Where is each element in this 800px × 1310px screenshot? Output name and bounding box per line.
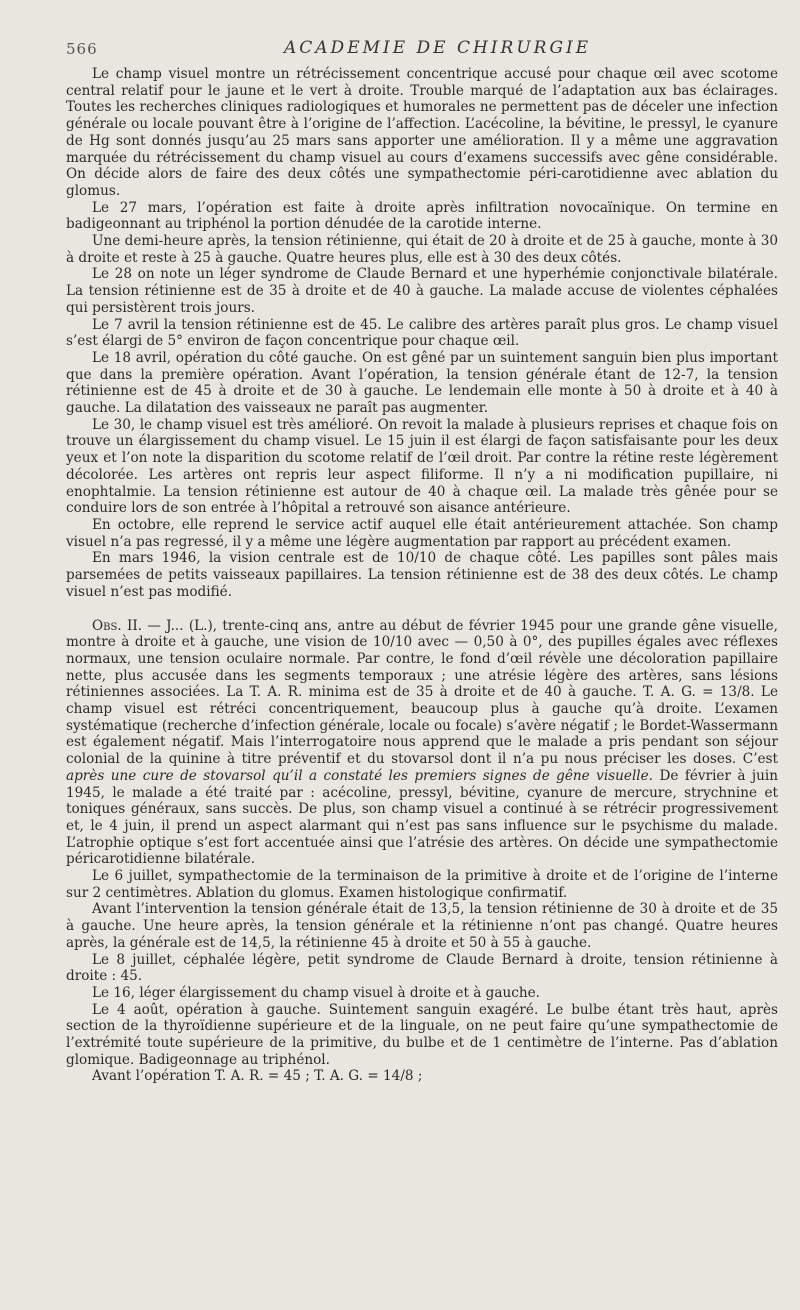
paragraph: Le 28 on note un léger syndrome de Claude Bernard et une hyperhémie conjonctivale bilatérale. La tension rétinienne est de 35 à droite et de 40 à gauche. La malade accuse de violentes céphalées qui persistèrent trois jours. [66,266,778,316]
observation-intro-paragraph [66,618,778,869]
observation-rest-text: De février à juin 1945, le malade a été traité par : acécoline, pressyl, bévitine, cyanure de mercure, strychnine et toniques généraux, sans succès. De plus, son champ visuel a continué à se rétrécir progressivement et, le 4 juin, il prend un aspect alarmant qui n’est pas sans influence sur le psychisme du malade. L’atrophie optique s’est fort accentuée ainsi que l’atrésie des artères. On décide une sympathectomie péricarotidienne bilatérale. [66,767,778,868]
observation-intro-text: — J... (L.), trente-cinq ans, antre au début de février 1945 pour une grande gêne visuelle, montre à droite et à gauche, une vision de 10/10 avec — 0,50 à 0°, des pupilles égales avec réflexes normaux, une tension oculaire normale. Par contre, le fond d’œil révèle une décoloration papillaire nette, plus accusée dans les segments temporaux ; une atrésie légère des artères, sans lésions rétiniennes associées. La T. A. R. minima est de 35 à droite et de 40 à gauche. T. A. G. = 13/8. Le champ visuel est rétréci concentriquement, beaucoup plus à gauche qu’à droite. L’examen systématique (recherche d’infection générale, locale ou focale) s’avère négatif ; le Bordet-Wassermann est également négatif. Mais l’interrogatoire nous apprend que le malade a pris pendant son séjour colonial de la quinine à titre préventif et du stovarsol dont il n’a pu nous préciser les doses. C’est [66,617,778,768]
paragraph: Le 16, léger élargissement du champ visuel à droite et à gauche. [92,984,540,1001]
paragraph: En octobre, elle reprend le service actif auquel elle était antérieurement attachée. Son champ visuel n’a pas regressé, il y a même une légère augmentation par rapport au précédent examen. [66,516,778,550]
paragraph: Avant l’intervention la tension générale était de 13,5, la tension rétinienne de 30 à droite et de 35 à gauche. Une heure après, la tension générale et la rétinienne n’ont pas changé. Quatre heures après, la générale est de 14,5, la rétinienne 45 à droite et 50 à 55 à gauche. [66,901,778,951]
paragraph: Une demi-heure après, la tension rétinienne, qui était de 20 à droite et de 25 à gauche, monte à 30 à droite et reste à 25 à gauche. Quatre heures plus, elle est à 30 des deux côtés. [66,233,778,266]
paragraph: Le 8 juillet, céphalée légère, petit syndrome de Claude Bernard à droite, tension rétinienne à droite : 45. [66,951,778,985]
paragraph: Le 27 mars, l’opération est faite à droite après infiltration novocaïnique. On termine en badigeonnant au triphénol la portion dénudée de la carotide interne. [66,199,778,233]
observation-label: Obs. II. [92,617,143,634]
observation-italic-text: après une cure de stovarsol qu’il a constaté les premiers signes de gêne visuelle. [66,767,654,784]
observation-one-continued [66,66,778,601]
paragraph: Le champ visuel montre un rétrécissement concentrique accusé pour chaque œil avec scotome central relatif pour le jaune et le vert à droite. Trouble marqué de l’adaptation aux bas éclairages. Toutes les recherches cliniques radiologiques et humorales ne permettent pas de déceler une infection générale ou locale pouvant être à l’origine de l’affection. L’acécoline, la bévitine, le pressyl, le cyanure de Hg sont donnés jusqu’au 25 mars sans apporter une amélioration. Il y a même une aggravation marquée du rétrécissement du champ visuel au cours d’examens successifs avec gêne considérable. On décide alors de faire des deux côtés une sympathectomie péri-carotidienne avec ablation du glomus. [66,66,778,199]
section-spacer [66,601,778,618]
paragraph: En mars 1946, la vision centrale est de 10/10 de chaque côté. Les papilles sont pâles mais parsemées de petits vaisseaux papillaires. La tension rétinienne est de 38 des deux côtés. Le champ visuel n’est pas modifié. [66,550,778,600]
paragraph: Le 7 avril la tension rétinienne est de 45. Le calibre des artères paraît plus gros. Le champ visuel s’est élargi de 5° environ de façon concentrique pour chaque œil. [66,316,778,350]
running-head: ACADEMIE DE CHIRURGIE [284,38,592,58]
article-body [66,66,778,1085]
observation-two [66,618,778,1086]
paragraph: Le 6 juillet, sympathectomie de la terminaison de la primitive à droite et de l’origine de l’interne sur 2 centimètres. Ablation du glomus. Examen histologique confirmatif. [66,868,778,901]
paragraph: Le 30, le champ visuel est très amélioré. On revoit la malade à plusieurs reprises et chaque fois on trouve un élargissement du champ visuel. Le 15 juin il est élargi de façon satisfaisante pour les deux yeux et l’on note la disparition du scotome relatif de l’œil droit. Par contre la rétine reste légèrement décolorée. Les artères ont repris leur aspect filiforme. Il n’y a ni modification pupillaire, ni enophtalmie. La tension rétinienne est autour de 40 à chaque œil. La malade très gênée pour se conduire lors de son entrée à l’hôpital a retrouvé son aisance antérieure. [66,416,778,517]
page-number: 566 [66,40,98,58]
paragraph: Avant l’opération T. A. R. = 45 ; T. A. G. = 14/8 ; [92,1068,423,1085]
paragraph: Le 18 avril, opération du côté gauche. On est gêné par un suintement sanguin bien plus important que dans la première opération. Avant l’opération, la tension générale étant de 12-7, la tension rétinienne est de 45 à droite et de 30 à gauche. Le lendemain elle monte à 50 à droite et à 40 à gauche. La dilatation des vaisseaux ne paraît pas augmenter. [66,349,778,417]
paragraph: Le 4 août, opération à gauche. Suintement sanguin exagéré. Le bulbe étant très haut, après section de la thyroïdienne supérieure et de la linguale, on ne peut faire qu’une sympathectomie de l’extrémité toute supérieure de la primitive, du bulbe et de 1 centimètre de l’interne. Pas d’ablation glomique. Badigeonnage au triphénol. [66,1001,778,1068]
page-header [66,34,778,66]
